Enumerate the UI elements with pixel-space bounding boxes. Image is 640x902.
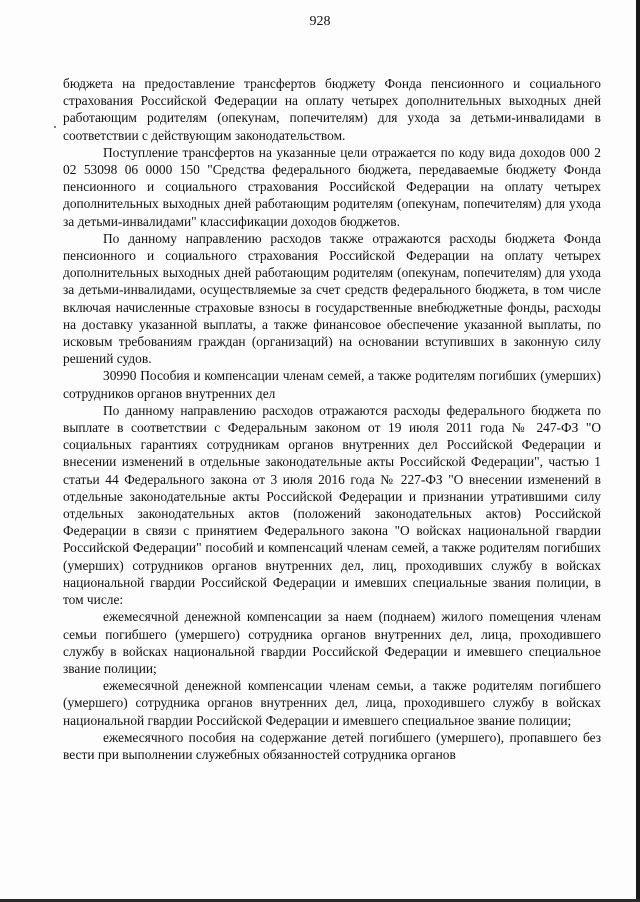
scan-speck (54, 126, 56, 128)
paragraph-expenses-federal: По данному направлению расходов отражаются расходы федерального бюджета по выплате в соответствии с Федеральным законом от 19 июля 2011 года № 247-ФЗ "О социальных гарантиях сотрудникам органов внутренних дел Российской Федерации и внесении изменений в отдельные законодательные акты Российской Федерации", частью 1 статьи 44 Федерального закона от 3 июля 2016 года № 227-ФЗ "О внесении изменений в отдельные законодательные акты Российской Федерации и признании утратившими силу отдельных законодательных актов (положений законодательных актов) Российской Федерации в связи с принятием Федерального закона "О войсках национальной гвардии Российской Федерации" пособий и компенсаций членам семей, а также родителям погибших (умерших) сотрудников органов внутренних дел, лиц, проходивших службу в войсках национальной гвардии Российской Федерации и имевших специальные звания полиции, в том числе: (63, 402, 601, 608)
paragraph-expenses-fund: По данному направлению расходов также отражаются расходы бюджета Фонда пенсионного и социального страхования Российской Федерации на оплату четырех дополнительных выходных дней работающим родителям (опекунам, попечителям) для ухода за детьми-инвалидами, осуществляемые за счет средств федерального бюджета, в том числе включая начисленные страховые взносы в государственные внебюджетные фонды, расходы на доставку указанной выплаты, а также финансовое обеспечение указанной выплаты, по исковым требованиям граждан (организаций) на основании вступивших в законную силу решений судов. (63, 230, 601, 367)
scan-edge-right (636, 0, 640, 902)
paragraph-transfers-receipt: Поступление трансфертов на указанные цели отражается по коду вида доходов 000 2 02 53098 06 0000 150 "Средства федерального бюджета, передаваемые бюджету Фонда пенсионного и социального страхования Российской Федерации на оплату четырех дополнительных выходных дней работающим родителям (опекунам, попечителям) для ухода за детьми-инвалидами" классификации доходов бюджетов. (63, 144, 601, 229)
page-number: 928 (309, 14, 331, 29)
list-item-monthly-compensation: ежемесячной денежной компенсации членам семьи, а также родителям погибшего (умершего) сотрудника органов внутренних дел, лица, проходившего службу в войсках национальной гвардии Российской Федерации и имевшего специальное звание полиции; (63, 678, 601, 728)
section-heading-30990: 30990 Пособия и компенсации членам семей, а также родителям погибших (умерших) сотрудников органов внутренних дел (63, 368, 601, 401)
list-item-housing-compensation: ежемесячной денежной компенсации за наем (поднаем) жилого помещения членам семьи погибшего (умершего) сотрудника органов внутренних дел, лица, проходившего службу в войсках национальной гвардии Российской Федерации и имевшего специальное звание полиции; (63, 609, 601, 676)
list-item-child-allowance: ежемесячного пособия на содержание детей погибшего (умершего), пропавшего без вести при выполнении служебных обязанностей сотрудника органов (63, 729, 601, 762)
document-body (63, 75, 601, 763)
paragraph-continuation: бюджета на предоставление трансфертов бюджету Фонда пенсионного и социального страхования Российской Федерации на оплату четырех дополнительных выходных дней работающим родителям (опекунам, попечителям) для ухода за детьми-инвалидами в соответствии с действующим законодательством. (63, 76, 601, 143)
